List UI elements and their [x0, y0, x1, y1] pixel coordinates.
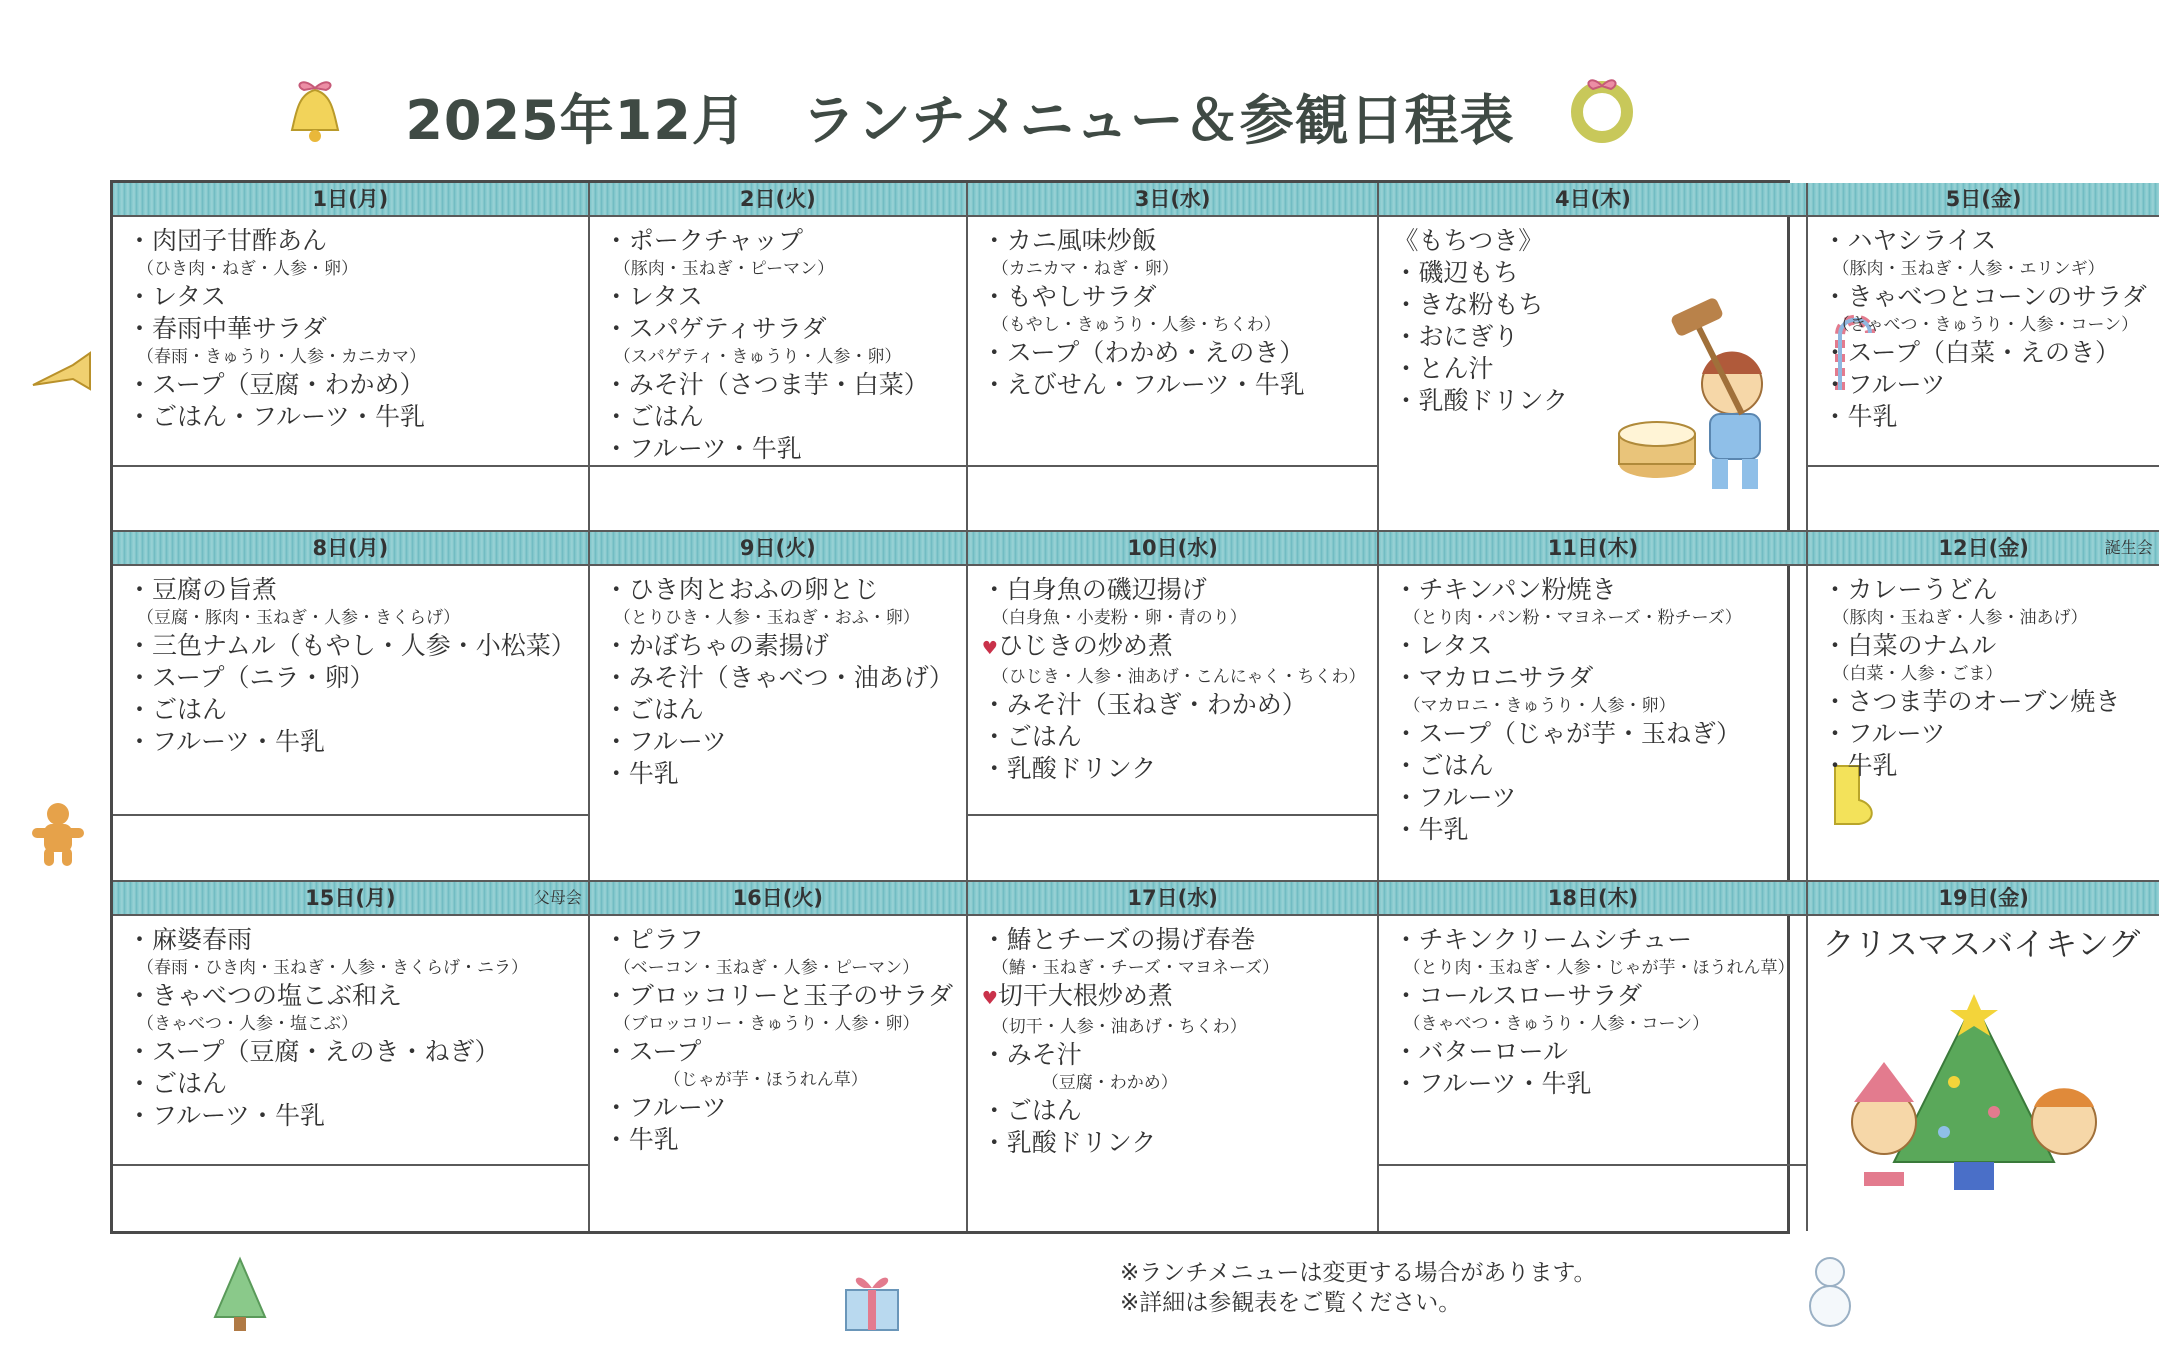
day-header — [1808, 183, 2158, 217]
menu-item: 《もちつき》 — [1393, 226, 1544, 255]
ingredients: （マカロニ・きゅうり・人参・卵） — [1403, 696, 1676, 717]
menu-item: ・春雨中華サラダ — [127, 314, 327, 343]
menu-list — [113, 566, 588, 758]
menu-item: ・スープ（ニラ・卵） — [127, 663, 375, 693]
menu-item: ・フルーツ — [603, 1092, 727, 1122]
menu-item: ・もやしサラダ — [981, 282, 1157, 311]
menu-list — [590, 566, 966, 790]
heart-icon: ♥ — [981, 638, 998, 660]
ingredients: （じゃが芋・ほうれん草） — [663, 1069, 868, 1090]
menu-item: ・レタス — [1393, 631, 1493, 661]
menu-list — [590, 217, 966, 465]
day-cell — [1808, 882, 2158, 1231]
event-tag: 誕生会 — [2104, 538, 2153, 558]
note-line: ※ランチメニューは変更する場合があります。 — [1120, 1260, 1597, 1286]
ingredients: （もやし・きゅうり・人参・ちくわ） — [991, 315, 1281, 335]
cell-divider — [1379, 1164, 1806, 1166]
menu-item: ・きゃべつとコーンのサラダ — [1822, 282, 2147, 311]
menu-item: ・フルーツ — [1822, 370, 1946, 399]
tree-icon — [205, 1255, 275, 1335]
day-cell — [1379, 183, 1808, 532]
menu-item: ・ピラフ — [603, 924, 704, 954]
day-label: 19日(金) — [1938, 885, 2029, 910]
day-cell — [590, 183, 968, 532]
day-label: 18日(木) — [1547, 885, 1639, 910]
ingredients: （ひじき・人参・油あげ・こんにゃく・ちくわ） — [991, 667, 1366, 688]
day-label: 12日(金) — [1938, 536, 2029, 561]
menu-list — [1808, 916, 2158, 964]
menu-item: ・フルーツ・牛乳 — [127, 1100, 326, 1130]
menu-item: ・牛乳 — [603, 1124, 679, 1154]
day-cell — [968, 183, 1380, 532]
menu-item: ・フルーツ — [603, 727, 727, 757]
menu-item: ・ごはん — [127, 1068, 228, 1098]
day-cell — [1379, 532, 1808, 881]
ingredients: （鰆・玉ねぎ・チーズ・マヨネーズ） — [991, 957, 1280, 978]
menu-item: ・チキンパン粉焼き — [1393, 575, 1617, 605]
menu-calendar — [110, 180, 2153, 1234]
menu-list — [1808, 566, 2158, 782]
menu-list — [968, 916, 1378, 1159]
menu-list — [1379, 566, 1806, 846]
ingredients: （きゃべつ・人参・塩こぶ） — [137, 1013, 358, 1034]
day-cell — [1379, 882, 1808, 1231]
menu-item: ・牛乳 — [1393, 815, 1469, 845]
day-cell — [1808, 183, 2158, 532]
day-header — [113, 183, 588, 217]
menu-list — [968, 566, 1378, 785]
day-header — [1379, 532, 1806, 566]
menu-item: ・スープ — [603, 1036, 702, 1066]
day-label: 9日(火) — [739, 536, 816, 561]
notes — [1120, 1258, 1597, 1318]
menu-item: ・みそ汁（玉ねぎ・わかめ） — [981, 690, 1307, 720]
menu-item: ・バターロール — [1393, 1036, 1568, 1066]
ingredients: （カニカマ・ねぎ・卵） — [991, 259, 1179, 279]
ingredients: （ひき肉・ねぎ・人参・卵） — [137, 259, 358, 279]
ingredients: （豚肉・玉ねぎ・人参・油あげ） — [1832, 608, 2088, 629]
menu-item: ・ごはん — [603, 402, 704, 431]
day-header — [1808, 532, 2158, 566]
note-line: ※詳細は参観表をご覧ください。 — [1120, 1290, 1462, 1316]
menu-item: ・フルーツ — [1393, 783, 1517, 813]
menu-item: ・スープ（豆腐・えのき・ねぎ） — [127, 1036, 500, 1066]
cell-divider — [968, 465, 1378, 467]
heart-icon: ♥ — [981, 987, 998, 1009]
menu-item: クリスマスバイキング — [1822, 924, 2141, 963]
ingredients: （とり肉・玉ねぎ・人参・じゃが芋・ほうれん草） — [1403, 957, 1795, 978]
menu-item: ・コールスローサラダ — [1393, 980, 1642, 1010]
menu-item: ・きな粉もち — [1393, 290, 1544, 319]
ingredients: （切干・人参・油あげ・ちくわ） — [991, 1016, 1247, 1037]
menu-list — [968, 217, 1378, 401]
menu-item: ・スープ（わかめ・えのき） — [981, 338, 1305, 367]
day-cell — [113, 882, 590, 1231]
menu-item: ・かぼちゃの素揚げ — [603, 631, 829, 661]
day-label: 11日(木) — [1547, 536, 1639, 561]
menu-item: ・ブロッコリーと玉子のサラダ — [603, 980, 954, 1010]
cell-divider — [590, 465, 966, 467]
ingredients: （スパゲティ・きゅうり・人参・卵） — [613, 347, 902, 367]
menu-list — [1808, 217, 2158, 433]
menu-item: ・乳酸ドリンク — [1393, 386, 1568, 415]
day-header — [1808, 882, 2158, 916]
day-label: 8日(月) — [312, 536, 389, 561]
day-cell — [590, 532, 968, 881]
menu-item: ・フルーツ・牛乳 — [127, 727, 326, 757]
day-label: 1日(月) — [312, 187, 389, 211]
menu-item: ・乳酸ドリンク — [981, 1127, 1157, 1157]
menu-item-text: ひじきの炒め煮 — [997, 631, 1173, 661]
day-header — [1379, 882, 1806, 916]
menu-item: ・牛乳 — [603, 759, 679, 789]
ingredients: （豚肉・玉ねぎ・ピーマン） — [613, 259, 835, 279]
day-cell — [113, 532, 590, 881]
day-cell — [968, 532, 1380, 881]
day-header — [1379, 183, 1806, 217]
menu-list — [1379, 916, 1806, 1100]
ingredients: （とりひき・人参・玉ねぎ・おふ・卵） — [613, 608, 920, 629]
day-header — [590, 882, 966, 916]
bell-icon — [280, 72, 350, 152]
day-label: 2日(火) — [739, 187, 816, 211]
christmas-tree-illustration — [1824, 992, 2124, 1212]
menu-item: ・鰆とチーズの揚げ春巻 — [981, 924, 1256, 954]
mochi-pounding-illustration — [1602, 284, 1792, 504]
menu-list — [113, 916, 588, 1132]
gift-icon — [840, 1262, 904, 1334]
ingredients: （きゃべつ・きゅうり・人参・コーン） — [1832, 315, 2139, 335]
day-header — [590, 183, 966, 217]
menu-item: ・牛乳 — [1822, 751, 1898, 781]
day-header — [113, 532, 588, 566]
page-title: 2025年12月 ランチメニュー＆参観日程表 — [405, 89, 1515, 152]
menu-item: ・とん汁 — [1393, 354, 1494, 383]
menu-item-text: 切干大根炒め煮 — [997, 980, 1173, 1010]
cell-divider — [113, 814, 588, 816]
day-label: 16日(火) — [732, 885, 823, 910]
menu-item: ・チキンクリームシチュー — [1393, 924, 1692, 954]
menu-item: ・ごはん — [127, 695, 228, 725]
menu-list — [590, 916, 966, 1156]
menu-item: ・ひき肉とおふの卵とじ — [603, 575, 879, 605]
cell-divider — [968, 814, 1378, 816]
menu-item: ・ごはん — [981, 722, 1082, 752]
menu-item: ・ごはん — [603, 695, 704, 725]
menu-item: ・豆腐の旨煮 — [127, 575, 278, 605]
ingredients: （ブロッコリー・きゅうり・人参・卵） — [613, 1013, 920, 1034]
menu-item: ・おにぎり — [1393, 322, 1519, 351]
menu-item: ・ごはん・フルーツ・牛乳 — [127, 402, 426, 431]
menu-item: ・スパゲティサラダ — [603, 314, 827, 343]
ingredients: （白菜・人参・ごま） — [1832, 664, 2003, 685]
day-cell — [590, 882, 968, 1231]
menu-item: ・ごはん — [981, 1095, 1082, 1125]
ingredients: （豆腐・豚肉・玉ねぎ・人参・きくらげ） — [137, 608, 460, 629]
wreath-icon — [1565, 72, 1639, 146]
ingredients: （ベーコン・玉ねぎ・人参・ピーマン） — [613, 957, 920, 978]
ingredients: （豚肉・玉ねぎ・人参・エリンギ） — [1832, 259, 2105, 279]
menu-item: ・きゃべつの塩こぶ和え — [127, 980, 403, 1010]
snowman-icon — [1795, 1250, 1865, 1330]
menu-item — [982, 980, 1366, 1015]
menu-item: ・ポークチャップ — [603, 226, 804, 255]
menu-item: ・レタス — [603, 282, 703, 311]
menu-item — [982, 630, 1366, 665]
menu-list — [113, 217, 588, 433]
menu-item: ・みそ汁（さつま芋・白菜） — [603, 370, 929, 399]
day-cell — [1808, 532, 2158, 881]
menu-item: ・フルーツ・牛乳 — [1393, 1068, 1592, 1098]
cell-divider — [1808, 465, 2158, 467]
day-label: 5日(金) — [1945, 187, 2022, 211]
menu-item: ・白身魚の磯辺揚げ — [981, 575, 1207, 605]
menu-item: ・磯辺もち — [1393, 258, 1519, 287]
ingredients: （春雨・ひき肉・玉ねぎ・人参・きくらげ・ニラ） — [137, 957, 528, 978]
menu-item: ・レタス — [127, 282, 227, 311]
gingerbread-icon — [28, 800, 88, 870]
menu-item: ・麻婆春雨 — [127, 924, 253, 954]
day-header — [590, 532, 966, 566]
menu-item: ・白菜のナムル — [1822, 631, 1997, 661]
menu-item: ・ハヤシライス — [1822, 226, 1997, 255]
ingredients: （白身魚・小麦粉・卵・青のり） — [991, 608, 1247, 629]
menu-item: ・カレーうどん — [1822, 575, 1998, 605]
menu-item: ・スープ（じゃが芋・玉ねぎ） — [1393, 719, 1741, 749]
menu-item: ・マカロニサラダ — [1393, 663, 1594, 693]
day-label: 17日(水) — [1127, 885, 1218, 910]
day-label: 4日(木) — [1555, 187, 1631, 211]
menu-item: ・乳酸ドリンク — [981, 754, 1157, 784]
ingredients: （豆腐・わかめ） — [1041, 1072, 1178, 1093]
menu-item: ・三色ナムル（もやし・人参・小松菜） — [127, 631, 576, 661]
menu-item: ・スープ（白菜・えのき） — [1822, 338, 2120, 367]
cell-divider — [113, 465, 588, 467]
menu-item: ・みそ汁（きゃべつ・油あげ） — [603, 663, 954, 693]
day-cell — [113, 183, 590, 532]
menu-item: ・フルーツ・牛乳 — [603, 434, 802, 463]
cell-divider — [113, 1164, 588, 1166]
menu-item: ・えびせん・フルーツ・牛乳 — [981, 370, 1305, 399]
menu-item: ・ごはん — [1393, 751, 1494, 781]
day-label: 15日(月) — [305, 885, 396, 910]
menu-item: ・カニ風味炒飯 — [981, 226, 1157, 255]
ingredients: （きゃべつ・きゅうり・人参・コーン） — [1403, 1013, 1710, 1034]
day-label: 3日(水) — [1134, 187, 1211, 211]
menu-item: ・フルーツ — [1822, 719, 1946, 749]
day-header — [113, 882, 588, 916]
day-cell — [968, 882, 1380, 1231]
day-header — [968, 532, 1378, 566]
event-tag: 父母会 — [533, 887, 582, 907]
ingredients: （春雨・きゅうり・人参・カニカマ） — [137, 347, 426, 367]
trumpet-icon — [28, 345, 98, 405]
menu-item: ・みそ汁 — [981, 1039, 1082, 1069]
menu-item: ・さつま芋のオーブン焼き — [1822, 687, 2121, 717]
day-header — [968, 882, 1378, 916]
day-header — [968, 183, 1378, 217]
menu-item: ・肉団子甘酢あん — [127, 226, 328, 255]
day-label: 10日(水) — [1127, 536, 1218, 561]
menu-item: ・スープ（豆腐・わかめ） — [127, 370, 425, 399]
menu-item: ・牛乳 — [1822, 402, 1898, 431]
ingredients: （とり肉・パン粉・マヨネーズ・粉チーズ） — [1403, 608, 1742, 629]
